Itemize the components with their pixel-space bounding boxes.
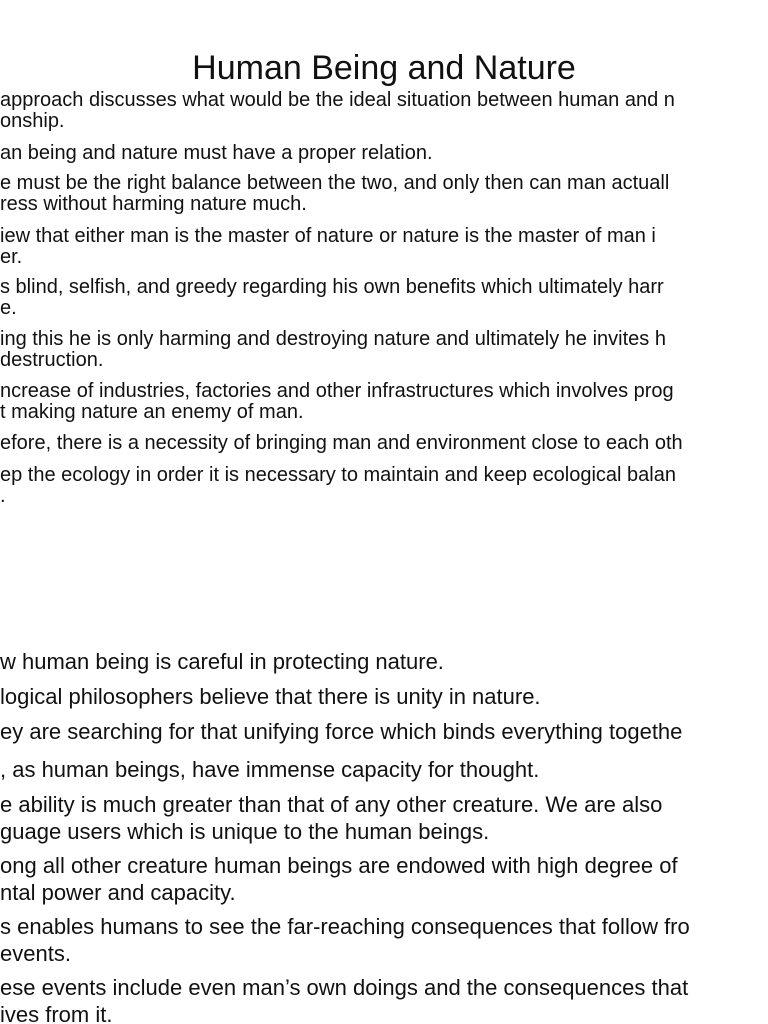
list-item-line: destruction. bbox=[0, 349, 104, 371]
list-item bbox=[0, 90, 675, 132]
list-item-line: an being and nature must have a proper relation. bbox=[0, 142, 433, 164]
list-item bbox=[0, 791, 662, 845]
list-item-line: ress without harming nature much. bbox=[0, 193, 307, 215]
list-item-line: t making nature an enemy of man. bbox=[0, 401, 304, 423]
list-item-line: approach discusses what would be the ideal situation between human and n bbox=[0, 89, 675, 111]
list-item-line: e. bbox=[0, 297, 17, 319]
list-item-line: w human being is careful in protecting nature. bbox=[0, 649, 444, 674]
list-item-line: ing this he is only harming and destroying nature and ultimately he invites h bbox=[0, 328, 666, 350]
list-item bbox=[0, 718, 682, 745]
list-item bbox=[0, 433, 683, 454]
list-item-line: logical philosophers believe that there is unity in nature. bbox=[0, 684, 541, 709]
list-item bbox=[0, 381, 674, 423]
list-item bbox=[0, 913, 690, 967]
list-item-line: iew that either man is the master of nature or nature is the master of man i bbox=[0, 225, 656, 247]
list-item bbox=[0, 226, 656, 268]
list-item-line: onship. bbox=[0, 110, 65, 132]
list-item bbox=[0, 173, 669, 215]
list-item-line: s enables humans to see the far-reaching consequences that follow fro bbox=[0, 914, 690, 939]
list-item bbox=[0, 277, 664, 319]
list-item-line: guage users which is unique to the human beings. bbox=[0, 819, 490, 844]
list-item bbox=[0, 683, 541, 710]
list-item-line: ncrease of industries, factories and other infrastructures which involves prog bbox=[0, 380, 674, 402]
list-item-line: ntal power and capacity. bbox=[0, 880, 236, 905]
list-item bbox=[0, 648, 444, 675]
list-item bbox=[0, 974, 688, 1024]
list-item-line: , as human beings, have immense capacity for thought. bbox=[0, 757, 540, 782]
list-item bbox=[0, 756, 539, 783]
list-item bbox=[0, 143, 433, 164]
list-item-line: s blind, selfish, and greedy regarding his own benefits which ultimately harr bbox=[0, 276, 664, 298]
slide-title: Human Being and Nature bbox=[192, 49, 576, 87]
list-item-line: ong all other creature human beings are endowed with high degree of bbox=[0, 853, 678, 878]
list-item-line: ep the ecology in order it is necessary to maintain and keep ecological balan bbox=[0, 464, 676, 486]
list-item-line: e ability is much greater than that of any other creature. We are also bbox=[0, 792, 663, 817]
list-item-line: events. bbox=[0, 941, 71, 966]
list-item bbox=[0, 329, 666, 371]
list-item-line: ese events include even man’s own doings and the consequences that bbox=[0, 975, 689, 1000]
list-item-line: e must be the right balance between the two, and only then can man actuall bbox=[0, 172, 670, 194]
list-item-line: ives from it. bbox=[0, 1002, 113, 1024]
list-item-line: . bbox=[0, 485, 6, 507]
list-item bbox=[0, 465, 676, 507]
list-item-line: er. bbox=[0, 246, 23, 268]
list-item-line: efore, there is a necessity of bringing man and environment close to each oth bbox=[0, 432, 683, 454]
list-item bbox=[0, 852, 678, 906]
list-item-line: ey are searching for that unifying force which binds everything togethe bbox=[0, 719, 683, 744]
